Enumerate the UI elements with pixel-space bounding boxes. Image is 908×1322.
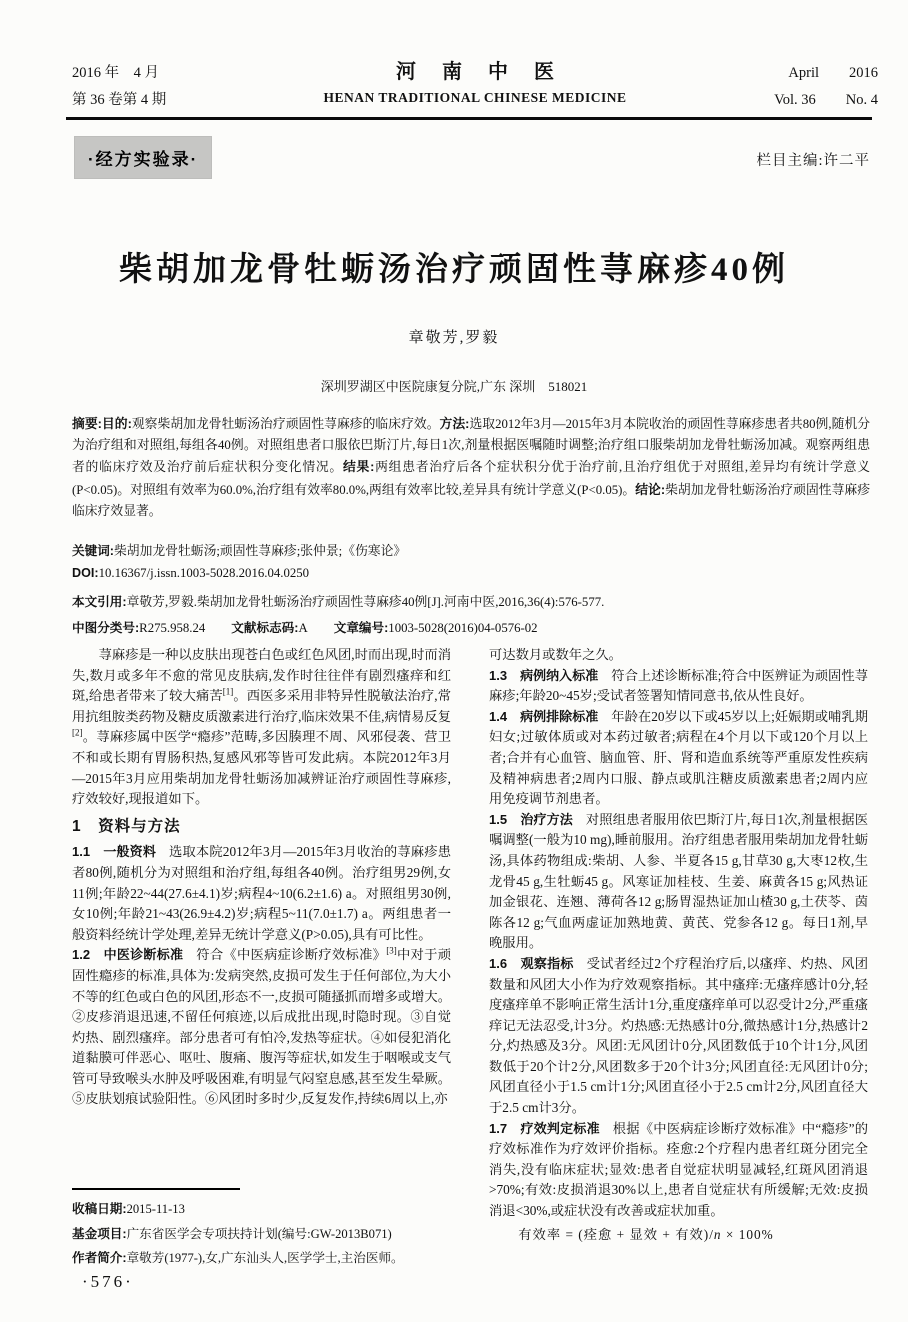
section-1-1-label: 1.1 一般资料	[72, 844, 156, 860]
clc-value: R275.958.24	[139, 621, 206, 635]
section-1-4-label: 1.4 病例排除标准	[489, 708, 599, 724]
abstract-method-label: 方法:	[439, 416, 470, 431]
section-1-3-label: 1.3 病例纳入标准	[489, 667, 599, 683]
section-1-2-text-1: 符合《中医病症诊断疗效标准》	[196, 947, 387, 963]
abstract-result-label: 结果:	[342, 459, 375, 475]
body-column-left	[72, 645, 451, 1245]
doi-row	[72, 566, 870, 581]
doi-text: 10.16367/j.issn.1003-5028.2016.04.0250	[98, 566, 310, 580]
abstract-conclusion-label: 结论:	[635, 481, 666, 497]
intro-text-1: 荨麻疹是一种以皮肤出现苍白色或红色风团,时而出现,时而消失,数月或多年不愈的常见皮肤病,发作时往往伴有剧烈瘙痒和红斑,给患者带来了较大痛苦	[72, 647, 451, 704]
section-1-5-paragraph	[489, 810, 868, 954]
masthead-right	[774, 60, 878, 114]
section-1-3-paragraph	[489, 666, 868, 707]
section-1-heading: 1 资料与方法	[72, 817, 181, 835]
article-no-pair	[334, 621, 538, 635]
reference-1-superscript: [1]	[222, 686, 234, 697]
fund-project-value: 广东省医学会专项扶持计划(编号:GW-2013B071)	[126, 1226, 392, 1241]
section-1-7-label: 1.7 疗效判定标准	[489, 1120, 600, 1136]
page-number: ·576·	[82, 1272, 134, 1291]
intro-paragraph	[72, 645, 451, 810]
keywords-label: 关键词:	[72, 544, 114, 558]
issue-volume-en	[774, 87, 878, 114]
classification-row	[72, 617, 870, 636]
section-1-6-text: 受试者经过2个疗程治疗后,以瘙痒、灼热、风团数量和风团大小作为疗效观察指标。其中瘙痒:无瘙痒感计0分,轻度瘙痒单不影响正常生活计1分,重度瘙痒单可以忍受计2分,严重瘙痒记无法忍受,计3分。灼热感:无热感计0分,微热感计1分,热感计2分,灼热感及3分。风团:无风团计0分,风团数低于10个计1分,风团数低于20个计2分,风团数多于20个计3分;风团直径:无风团计0分;风团直径小于1.5 cm计1分;风团直径小于2.5 cm计2分,风团直径大于2.5 cm计3分。	[489, 955, 868, 1116]
author-bio-label: 作者简介:	[72, 1251, 127, 1265]
section-1-4-text: 年龄在20岁以下或45岁以上;妊娠期或哺乳期妇女;过敏体质或对本药过敏者;病程在4个月以下或120个月以上者;合并有心血管、脑血管、肝、肾和造血系统等严重原发性疾病及精神病患者;2周内口服、静点或肌注糖皮质激素患者;2周内应用免疫调节剂患者。	[489, 708, 868, 807]
abstract-objective-label: 目的:	[101, 416, 132, 431]
abstract-paragraph	[72, 413, 870, 522]
volume-en: Vol. 36	[774, 92, 816, 108]
issue-volume-cn: 第 36 卷第 4 期	[72, 92, 167, 108]
keywords-row	[72, 540, 870, 559]
article-no-value: 1003-5028(2016)04-0576-02	[388, 621, 538, 635]
abstract-conclusion-text: 柴胡加龙骨牡蛎汤治疗顽固性荨麻疹临床疗效显著。	[72, 482, 870, 518]
body-columns	[72, 645, 868, 1245]
section-1-7-paragraph	[489, 1119, 868, 1222]
masthead-rule	[66, 117, 872, 120]
clc-label: 中图分类号:	[72, 621, 140, 635]
section-1-4-paragraph	[489, 707, 868, 810]
article-affiliation: 深圳罗湖区中医院康复分院,广东 深圳 518021	[320, 379, 588, 394]
doc-code-value: A	[298, 621, 308, 635]
received-date-label: 收稿日期:	[72, 1202, 127, 1216]
section-1-2-label: 1.2 中医诊断标准	[72, 947, 184, 963]
issue-month-en: April	[788, 65, 819, 81]
abstract-result-text: 两组患者治疗后各个症状积分优于治疗前,且治疗组优于对照组,差异均有统计学意义(P<0.05)。对照组有效率为60.0%,治疗组有效率80.0%,两组有效率比较,差异具有统计学意义(P<0.05)。	[72, 460, 870, 497]
section-1-5-text: 对照组患者服用依巴斯汀片,每日1次,剂量根据医嘱调整(一般为10 mg),睡前服用。治疗组患者服用柴胡加龙骨牡蛎汤,具体药物组成:柴胡、人参、半夏各15 g,甘草30 g,大枣12枚,生龙骨45 g,生牡蛎45 g。风寒证加桂枝、生姜、麻黄各15 g;风热证加金银花、连翘、薄荷各12 g;肠胃湿热证加山楂30 g,土茯苓、茵陈各12 g;气血两虚证加熟地黄、黄芪、党参各12 g。每日1剂,早晚服用。	[489, 811, 869, 951]
masthead-center	[72, 60, 878, 112]
citation-label: 本文引用:	[72, 595, 127, 609]
section-1-6-label: 1.6 观察指标	[489, 955, 574, 971]
doi-label: DOI:	[72, 566, 99, 580]
received-date-row	[72, 1197, 472, 1222]
doc-code-pair	[231, 621, 307, 635]
footnote-block	[72, 1188, 472, 1271]
keywords-text: 柴胡加龙骨牡蛎汤;顽固性荨麻疹;张仲景;《伤寒论》	[113, 544, 407, 558]
reference-3-superscript: [3]	[386, 945, 397, 956]
article-authors: 章敬芳,罗毅	[408, 330, 500, 346]
section-1-7-text: 根据《中医病症诊断疗效标准》中“瘾疹”的疗效标准作为疗效评价指标。痊愈:2个疗程内患者红斑分团完全消失,没有临床症状;显效:患者自觉症状明显减轻,红斑风团消退>70%;有效:皮损消退30%以上,患者自觉症状有所缓解;无效:皮损消退<30%,或症状没有改善或症状加重。	[489, 1120, 868, 1219]
section-1-1-paragraph	[72, 842, 451, 945]
column-editor: 栏目主编:许二平	[756, 153, 870, 169]
article-no-label: 文章编号:	[333, 621, 389, 635]
abstract-objective-text: 观察柴胡加龙骨牡蛎汤治疗顽固性荨麻疹的临床疗效。	[131, 417, 440, 431]
section-1-3-text: 符合上述诊断标准;符合中医辨证为顽固性荨麻疹;年龄20~45岁;受试者签署知情同意书,依从性良好。	[489, 667, 868, 704]
fund-project-row	[72, 1222, 472, 1247]
issue-date-en	[774, 60, 878, 87]
abstract-label: 摘要:	[72, 416, 102, 431]
reference-2-superscript: [2]	[72, 727, 83, 738]
journal-title-cn: 河南中医	[396, 61, 580, 83]
author-bio-value: 章敬芳(1977-),女,广东汕头人,医学学士,主治医师。	[126, 1251, 404, 1265]
formula-variable-n: n	[713, 1226, 722, 1242]
section-1-2-text-2: 中对于顽固性瘾疹的标准,具体为:发病突然,皮损可发生于任何部位,为大小不等的红色或白色的风团,形态不一,皮损可随搔抓而增多或增大。②皮疹消退迅速,不留任何痕迹,以后成批出现,时隐时现。③自觉灼热、剧烈瘙痒。部分患者可有怕冷,发热等症状。④如侵犯消化道黏膜可伴恶心、呕吐、腹痛、腹泻等症状,如发生于咽喉或支气管可导致喉头水肿及呼吸困难,有明显气闷窒息感,甚至发生晕厥。⑤皮肤划痕试验阳性。⑥风团时多时少,反复发作,持续6周以上,亦	[72, 947, 451, 1107]
masthead	[72, 60, 878, 116]
body-column-right	[489, 645, 868, 1245]
received-date-value: 2015-11-13	[126, 1202, 185, 1216]
efficacy-formula	[489, 1225, 868, 1246]
issue-date-cn: 2016 年 4 月	[72, 65, 159, 81]
intro-text-3: 。荨麻疹属中医学“瘾疹”范畴,多因腠理不周、风邪侵袭、营卫不和或长期有胃肠积热,复感风邪等皆可发此病。本院2012年3月—2015年3月应用柴胡加龙骨牡蛎汤加减辨证治疗顽固性荨麻疹,疗效较好,现报道如下。	[72, 729, 451, 807]
fund-project-label: 基金项目:	[72, 1226, 127, 1241]
formula-post: × 100%	[721, 1226, 774, 1242]
column-banner	[74, 136, 874, 184]
section-1-6-paragraph	[489, 954, 868, 1119]
article-title: 柴胡加龙骨牡蛎汤治疗顽固性荨麻疹40例	[119, 252, 789, 288]
issue-year-en: 2016	[849, 65, 878, 81]
number-en: No. 4	[845, 92, 878, 108]
intro-text-2: 。西医多采用非特异性脱敏法治疗,常用抗组胺类药物及糖皮质激素进行治疗,临床效果不佳,病情易反复	[72, 688, 451, 724]
section-1-1-text: 选取本院2012年3月—2015年3月收治的荨麻疹患者80例,随机分为对照组和治疗组,每组各40例。治疗组男29例,女11例;年龄22~44(27.6±4.1)岁;病程4~10(6.2±1.6) a。对照组男30例,女10例;年龄21~43(26.9±4.2)岁;病程5~11(7.0±1.7) a。两组患者一般资料经统计学处理,差异无统计学意义(P>0.05),具有可比性。	[72, 844, 451, 942]
abstract-method-text: 选取2012年3月—2015年3月本院收治的顽固性荨麻疹患者共80例,随机分为治疗组和对照组,每组各40例。对照组患者口服依巴斯汀片,每日1次,剂量根据医嘱随时调整;治疗组口服柴胡加龙骨牡蛎汤加减。观察两组患者的临床疗效及治疗前后症状积分变化情况。	[72, 417, 871, 475]
formula-pre: 有效率 = (痊愈 + 显效 + 有效)/	[518, 1226, 714, 1242]
section-1-5-label: 1.5 治疗方法	[489, 811, 573, 827]
citation-text: 章敬芳,罗毅.柴胡加龙骨牡蛎汤治疗顽固性荨麻疹40例[J].河南中医,2016,36(4):576-577.	[126, 595, 605, 609]
section-1-2-paragraph	[72, 945, 451, 1110]
footnote-rule	[72, 1188, 240, 1190]
column-badge: ·经方实验录·	[74, 136, 212, 179]
section-1-2-continued: 可达数月或数年之久。	[489, 647, 622, 662]
citation-row	[72, 591, 870, 610]
author-bio-row	[72, 1246, 472, 1271]
journal-title-en: HENAN TRADITIONAL CHINESE MEDICINE	[323, 90, 627, 105]
clc-pair	[72, 621, 205, 635]
doc-code-label: 文献标志码:	[231, 621, 299, 635]
